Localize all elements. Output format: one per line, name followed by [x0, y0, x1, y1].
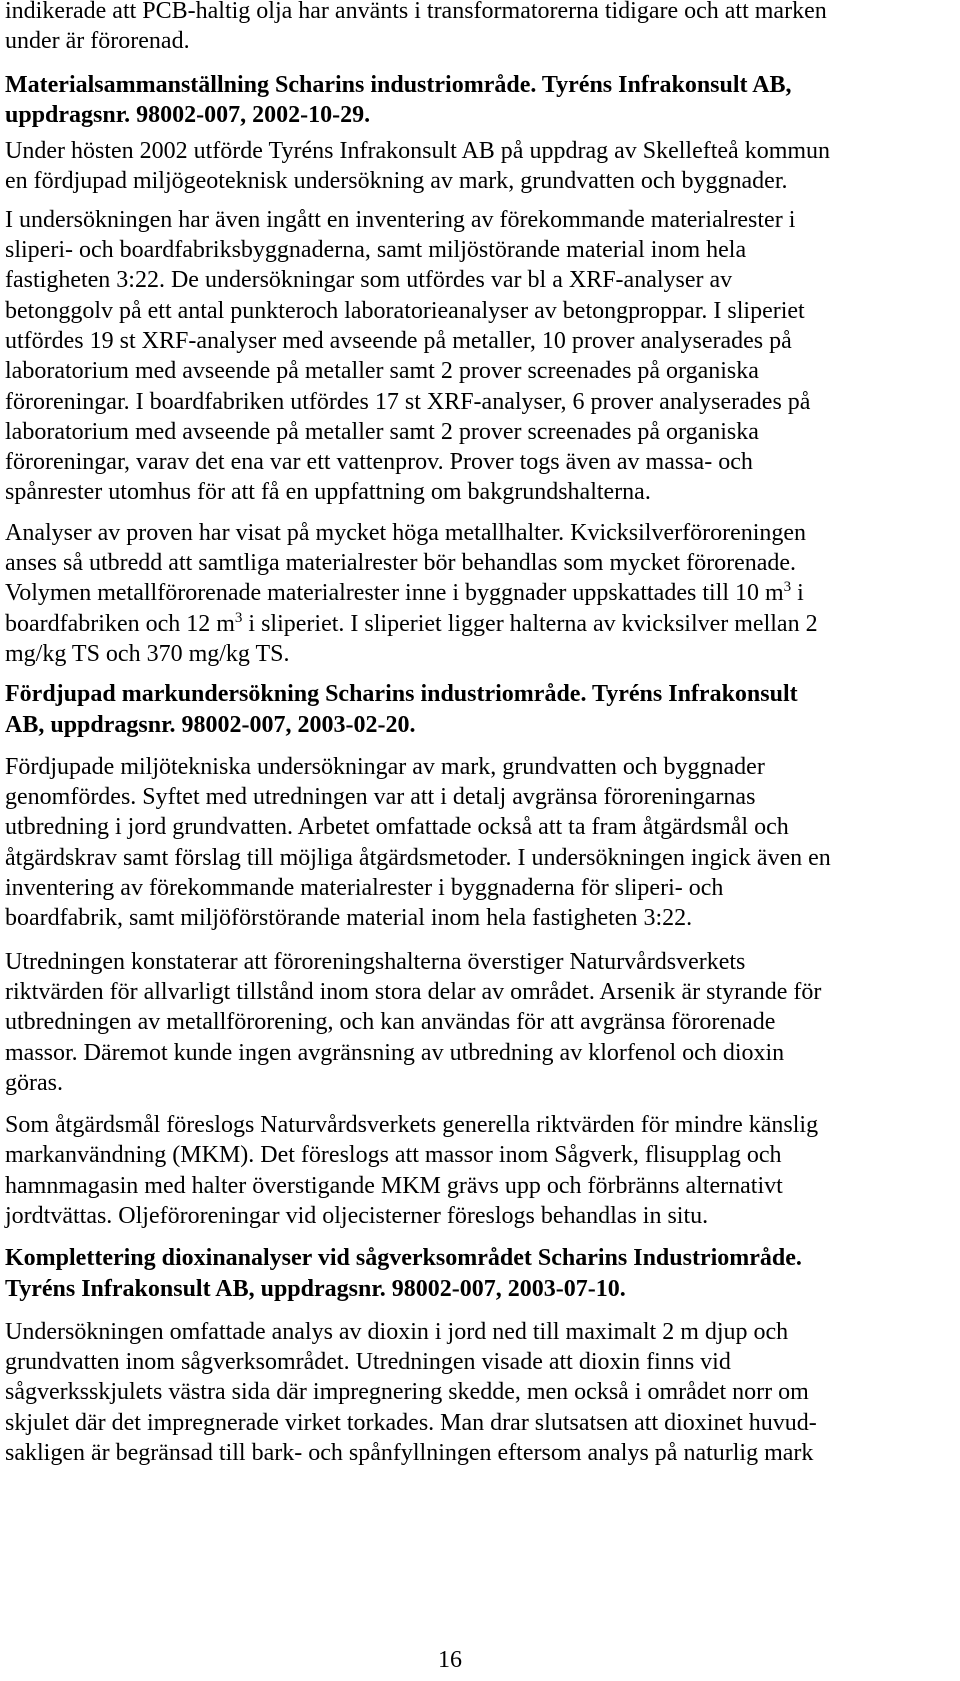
- text-line: mg/kg TS och 370 mg/kg TS.: [5, 640, 290, 667]
- text-line: en fördjupad miljögeoteknisk undersökning av mark, grundvatten och byggnader.: [5, 168, 788, 195]
- text-line: Utredningen konstaterar att föroreningshalterna överstiger Naturvårdsverkets: [5, 948, 746, 975]
- text-segment: Volymen metallförorenade materialrester inne i byggnader uppskattades till 10 m: [5, 580, 784, 607]
- paragraph: [5, 1110, 955, 1231]
- text-line: föroreningar. I boardfabriken utfördes 17 st XRF-analyser, 6 prover analyserades på: [5, 388, 811, 415]
- text-segment: boardfabriken och 12 m: [5, 610, 235, 637]
- text-line: boardfabrik, samt miljöförstörande material inom hela fastigheten 3:22.: [5, 905, 693, 932]
- text-line: utfördes 19 st XRF-analyser med avseende på metaller, 10 prover analyserades på: [5, 327, 792, 354]
- text-line: laboratorium med avseende på metaller samt 2 prover screenades på organiska: [5, 418, 759, 445]
- text-line: I undersökningen har även ingått en inventering av förekommande materialrester i: [5, 206, 796, 233]
- text-line: betonggolv på ett antal punkteroch laboratorieanalyser av betongproppar. I sliperiet: [5, 297, 805, 324]
- paragraph: [5, 752, 955, 934]
- text-segment: i: [791, 580, 804, 607]
- page-number: 16: [438, 1647, 462, 1673]
- superscript: 3: [783, 579, 792, 596]
- section-detailed-soil-investigation: [5, 679, 955, 1231]
- text-line: utbredning i jord grundvatten. Arbetet omfattade också att ta fram åtgärdsmål och: [5, 814, 789, 841]
- text-line: fastigheten 3:22. De undersökningar som utfördes var bl a XRF-analyser av: [5, 267, 733, 294]
- text-line: jordtvättas. Oljeföroreningar vid oljecisterner föreslogs behandlas in situ.: [5, 1202, 709, 1229]
- document-page: [5, 0, 955, 1468]
- section-material-compilation: [5, 70, 955, 670]
- text-line: laboratorium med avseende på metaller samt 2 prover screenades på organiska: [5, 358, 759, 385]
- text-line: sågverksskjulets västra sida där impregnering skedde, men också i området norr om: [5, 1379, 809, 1406]
- text-line: Analyser av proven har visat på mycket höga metallhalter. Kvicksilverföroreningen: [5, 519, 807, 546]
- section-heading: [5, 1243, 955, 1304]
- paragraph: [5, 205, 955, 508]
- text-line: under är förorenad.: [5, 28, 190, 55]
- heading-line: Komplettering dioxinanalyser vid sågverksområdet Scharins Industriområde.: [5, 1245, 802, 1272]
- text-line: Under hösten 2002 utförde Tyréns Infrakonsult AB på uppdrag av Skellefteå kommun: [5, 138, 831, 165]
- text-line: grundvatten inom sågverksområdet. Utredningen visade att dioxin finns vid: [5, 1349, 731, 1376]
- text-line: sakligen är begränsad till bark- och spånfyllningen eftersom analys på naturlig mark: [5, 1440, 814, 1467]
- text-line: göras.: [5, 1069, 63, 1096]
- text-line: riktvärden för allvarligt tillstånd inom stora delar av området. Arsenik är styrande för: [5, 978, 822, 1005]
- text-line: Undersökningen omfattade analys av dioxin i jord ned till maximalt 2 m djup och: [5, 1318, 789, 1345]
- text-segment: i sliperiet. I sliperiet ligger halterna av kvicksilver mellan 2: [242, 610, 818, 637]
- text-line: föroreningar, varav det ena var ett vattenprov. Prover togs även av massa- och: [5, 449, 753, 476]
- text-line: massor. Däremot kunde ingen avgränsning av utbredning av klorfenol och dioxin: [5, 1039, 785, 1066]
- text-line: sliperi- och boardfabriksbyggnaderna, samt miljöstörande material inom hela: [5, 237, 747, 264]
- text-line: utbredningen av metallförorening, och kan användas för att avgränsa förorenade: [5, 1009, 776, 1036]
- text-line: Som åtgärdsmål föreslogs Naturvårdsverkets generella riktvärden för mindre känslig: [5, 1112, 819, 1139]
- heading-line: AB, uppdragsnr. 98002-007, 2003-02-20.: [5, 711, 416, 738]
- section-dioxin-analyses: [5, 1243, 955, 1468]
- heading-line: Fördjupad markundersökning Scharins industriområde. Tyréns Infrakonsult: [5, 681, 798, 708]
- paragraph: [5, 136, 955, 197]
- text-line: indikerade att PCB-haltig olja har använts i transformatorerna tidigare och att marken: [5, 0, 827, 24]
- heading-line: uppdragsnr. 98002-007, 2002-10-29.: [5, 101, 371, 128]
- paragraph: [5, 947, 955, 1098]
- text-line: genomfördes. Syftet med utredningen var att i detalj avgränsa föroreningarnas: [5, 784, 756, 811]
- text-line: [5, 609, 955, 639]
- text-line: markanvändning (MKM). Det föreslogs att massor inom Sågverk, flisupplag och: [5, 1142, 782, 1169]
- heading-line: Materialsammanställning Scharins industriområde. Tyréns Infrakonsult AB,: [5, 71, 792, 98]
- paragraph: [5, 518, 955, 669]
- section-heading: [5, 70, 955, 131]
- text-line: åtgärdskrav samt förslag till möjliga åtgärdsmetoder. I undersökningen ingick även en: [5, 844, 831, 871]
- text-line: spånrester utomhus för att få en uppfattning om bakgrundshalterna.: [5, 479, 651, 506]
- superscript: 3: [234, 609, 243, 626]
- text-line: hamnmagasin med halter överstigande MKM grävs upp och förbränns alternativt: [5, 1172, 783, 1199]
- text-line: Fördjupade miljötekniska undersökningar av mark, grundvatten och byggnader: [5, 753, 765, 780]
- text-line: inventering av förekommande materialrester i byggnaderna för sliperi- och: [5, 875, 724, 902]
- paragraph: [5, 1317, 955, 1468]
- text-line: [5, 578, 955, 608]
- text-line: skjulet där det impregnerade virket torkades. Man drar slutsatsen att dioxinet huvud-: [5, 1409, 817, 1436]
- section-heading: [5, 679, 955, 740]
- text-line: anses så utbredd att samtliga materialrester bör behandlas som mycket förorenade.: [5, 550, 797, 577]
- heading-line: Tyréns Infrakonsult AB, uppdragsnr. 98002-007, 2003-07-10.: [5, 1275, 626, 1302]
- intro-paragraph: [5, 0, 955, 57]
